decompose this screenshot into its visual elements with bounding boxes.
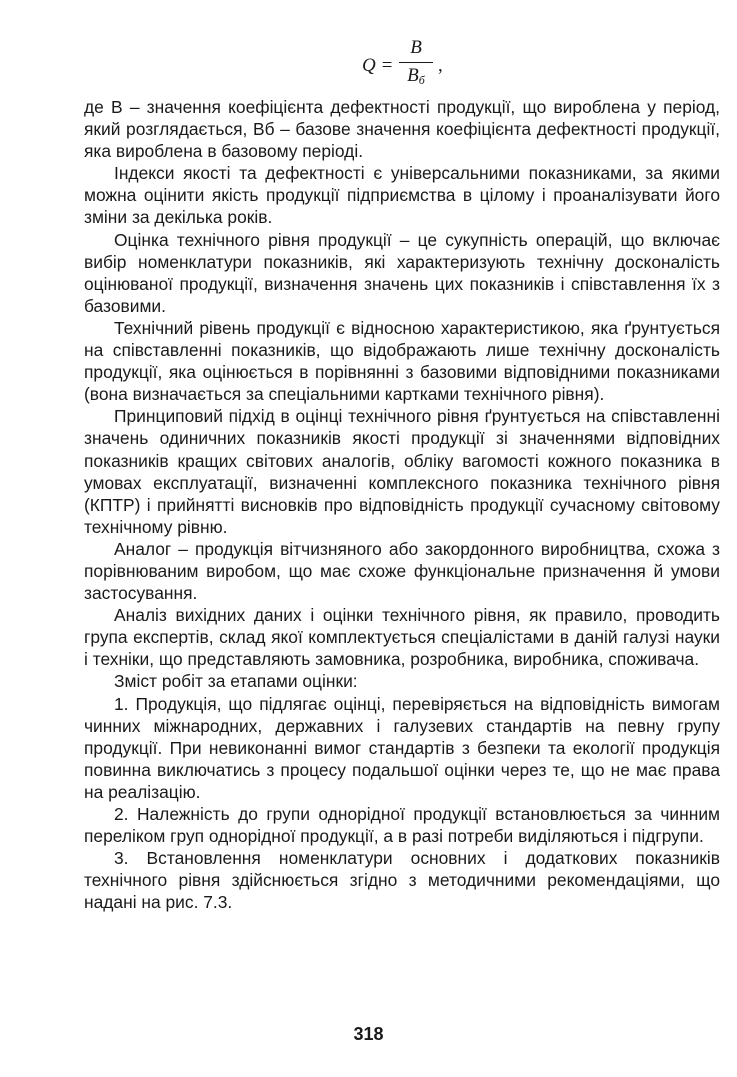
formula-quality-index — [362, 36, 720, 96]
page-number: 318 — [353, 1024, 384, 1044]
body-text — [84, 96, 720, 913]
page-body — [84, 36, 720, 913]
paragraph-stages-heading: Зміст робіт за етапами оцінки: — [114, 671, 358, 692]
fraction-bar — [399, 62, 433, 63]
formula-numerator: B — [410, 37, 422, 58]
formula-trailing-comma: , — [438, 55, 443, 76]
paragraph-stage-1: 1. Продукція, що підлягає оцінці, перевіряється на відповідність вимогам чинних міжнародних, державних і галузевих стандартів на певну групу продукції. При невиконанні вимог стандартів з безпеки та екології продукція повинна виключатись з процесу подальшої оцінки через те, що не має права на реалізацію. — [84, 693, 720, 802]
paragraph-stage-2: 2. Належність до групи однорідної продукції встановлюється за чинним переліком груп однорідної продукції, а в разі потреби виділяються і підгрупи. — [84, 804, 720, 847]
paragraph-expert-group: Аналіз вихідних даних і оцінки технічного рівня, як правило, проводить група експертів, склад якої комплектується спеціалістами в даній галузі науки і техніки, що представляють замовника, розробника, виробника, споживача. — [84, 605, 720, 670]
formula-denominator — [399, 64, 433, 88]
paragraph-quality-indices: Індекси якості та дефектності є універсальними показниками, за якими можна оцінити якість продукції підприємства в цілому і проаналізувати його зміни за декілька років. — [84, 163, 720, 228]
formula-lhs: Q = — [362, 55, 394, 76]
paragraph-stage-3: 3. Встановлення номенклатури основних і додаткових показників технічного рівня здійснюється згідно з методичними рекомендаціями, що надані на рис. 7.3. — [84, 848, 720, 913]
paragraph-technical-level-assessment: Оцінка технічного рівня продукції – це сукупність операцій, що включає вибір номенклатури показників, які характеризують технічну досконалість оцінюваної продукції, визначення значень цих показників і співставлення їх з базовими. — [84, 229, 720, 316]
formula-denominator-sub: б — [418, 73, 425, 87]
paragraph-technical-level-definition: Технічний рівень продукції є відносною характеристикою, яка ґрунтується на співставленні показників, що відображають лише технічну досконалість продукції, яка оцінюється в порівнянні з базовими відповідними показниками (вона визначається за спеціальними картками технічного рівня). — [84, 317, 720, 405]
paragraph-principal-approach: Принциповий підхід в оцінці технічного рівня ґрунтується на співставленні значень одиничних показників якості продукції зі значеннями відповідних показників кращих світових аналогів, обліку вагомості кожного показника в умовах експлуатації, визначенні комплексного показника технічного рівня (КПТР) і прийнятті висновків про відповідність продукції сучасному світовому технічному рівню. — [84, 406, 720, 537]
formula-fraction — [399, 36, 433, 88]
formula-denominator-base: B — [407, 65, 419, 86]
paragraph-formula-explanation: де В – значення коефіцієнта дефектності продукції, що вироблена у період, який розглядається, Вб – базове значення коефіцієнта дефектності продукції, яка вироблена в базовому періоді. — [84, 97, 720, 162]
paragraph-analog-definition: Аналог – продукція вітчизняного або закордонного виробництва, схожа з порівнюваним виробом, що має схоже функціональне призначення й умови застосування. — [84, 538, 720, 604]
